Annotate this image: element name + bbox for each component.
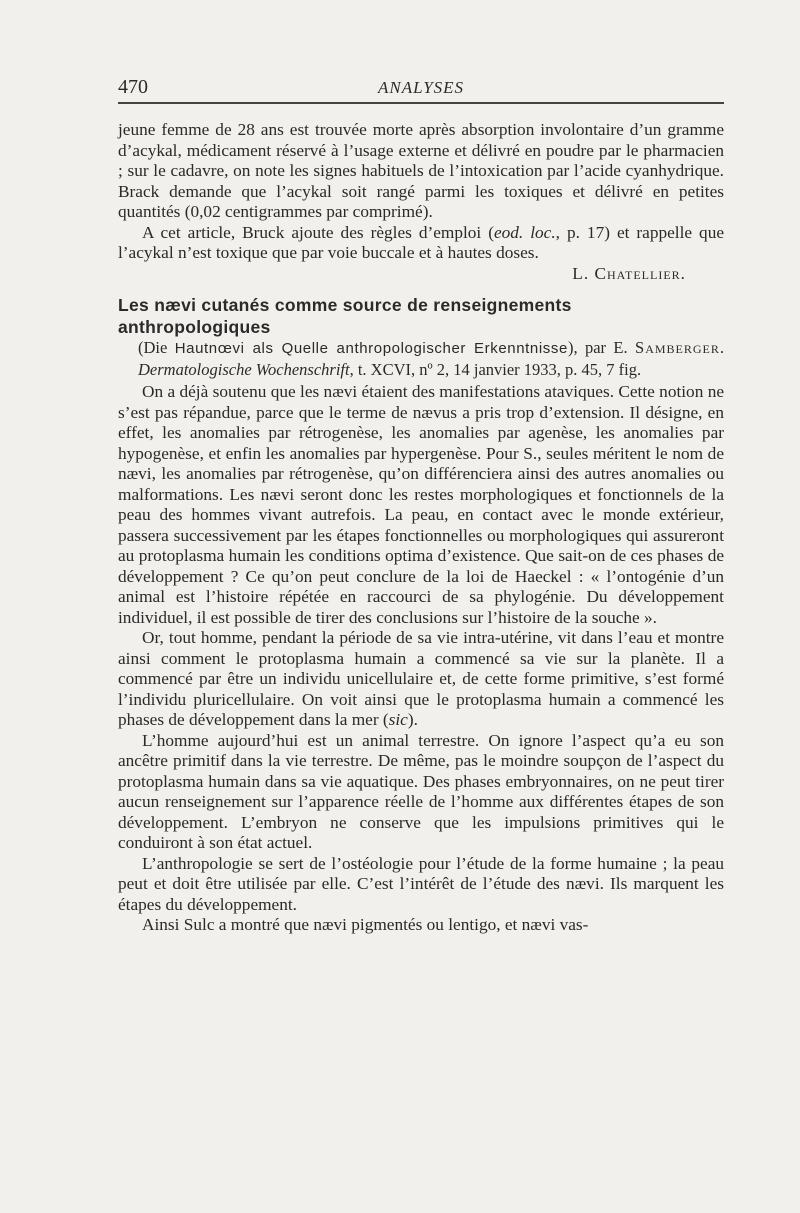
page-content <box>118 120 724 936</box>
ref-author-pre: ), par E. <box>567 338 636 357</box>
article-paragraph-3: L’homme aujourd’hui est un animal terrestre. On ignore l’aspect qu’a eu son ancêtre primitif dans la vie terrestre. De même, pas le moindre soupçon de l’aspect du protoplasma humain dans sa vie aquatique. Des phases embryonnaires, on ne peut tirer aucun renseignement sur l’apparence réelle de l’homme aux différentes étapes de son développement. L’embryon ne conserve que les impulsions primitives qui le conduiront à son état actuel. <box>118 730 724 852</box>
german-title: Hautnœvi als Quelle anthropologischer Erkenntnisse <box>174 340 568 357</box>
page-number: 470 <box>118 76 148 98</box>
article-paragraph-1: On a déjà soutenu que les nævi étaient des manifestations ataviques. Cette notion ne s’est pas répandue, parce que le terme de nævus a pris trop d’extension. Il désigne, en effet, les anomalies par rétrogenèse, les anomalies par agenèse, les anomalies par hypogenèse, et enfin les anomalies par hypergenèse. Pour S., seules méritent le nom de nævi, les anomalies par rétrogenèse, qu’on différenciera ainsi des autres anomalies ou malformations. Les nævi seront donc les restes morphologiques et fonctionnels de la peau des hommes vivant autrefois. La peau, en contact avec le monde extérieur, passera successivement par les étapes fonctionnelles ou morphologiques qui assureront au protoplasma humain les conditions optima d’existence. Que sait-on de ces phases de développement ? Ce qu’on peut conclure de la loi de Haeckel : « l’ontogénie d’un animal est l’histoire répétée en raccourci de sa phylogénie. Du développement individuel, il est possible de tirer des conclusions sur l’histoire de la souche ». <box>118 382 724 627</box>
prev-article-paragraph-2 <box>118 223 724 264</box>
citation-italic: eod. loc. <box>493 222 556 242</box>
ref-author: Samberger <box>635 338 720 357</box>
header-rule <box>118 102 724 104</box>
ref-sep: . <box>719 338 724 357</box>
text-segment: ). <box>407 710 418 729</box>
journal-name: Dermatologische Wochenschrift <box>138 359 350 379</box>
article-paragraph-4: L’anthropologie se sert de l’ostéologie pour l’étude de la forme humaine ; la peau peut et doit être utilisée par elle. C’est l’intérêt de l’étude des nævi. Ils marquent les étapes du développement. <box>118 853 724 914</box>
ref-details: , t. XCVI, nº 2, 14 janvier 1933, p. 45, 7 fig. <box>349 359 642 379</box>
text-segment: , p. 17) et rappelle que l’acykal n’est toxique que par voie buccale et à hautes doses. <box>118 222 725 262</box>
article-paragraph-2 <box>118 628 724 731</box>
prev-article-signature: L. Chatellier. <box>572 263 686 283</box>
article-reference <box>118 338 724 380</box>
running-title: ANALYSES <box>377 78 465 97</box>
page-header <box>118 72 724 102</box>
sic-italic: sic <box>388 710 408 729</box>
text-segment: Or, tout homme, pendant la période de sa vie intra-utérine, vit dans l’eau et montre ainsi comment le protoplasma humain a commencé sa vie sur la planète. Il a commencé par être un individu unicellulaire et, de cette forme primitive, s’est formé l’individu pluricellulaire. On voit ainsi que le protoplasma humain a commencé les phases de développement dans la mer ( <box>118 628 724 729</box>
text-segment: A cet article, Bruck ajoute des règles d’emploi ( <box>142 222 494 242</box>
prev-article-paragraph-1: jeune femme de 28 ans est trouvée morte après absorption involontaire d’un gramme d’acykal, médicament réservé à l’usage externe et délivré en poudre par le pharmacien ; sur le cadavre, on note les signes habituels de l’intoxication par l’acide cyanhydrique. Brack demande que l’acykal soit rangé parmi les toxiques et délivré en petites quantités (0,02 centigrammes par comprimé). <box>118 120 724 221</box>
article-title: Les nævi cutanés comme source de renseignements anthropologiques <box>118 295 572 337</box>
ref-open: (Die <box>138 338 175 357</box>
article-paragraph-5: Ainsi Sulc a montré que nævi pigmentés ou lentigo, et nævi vas- <box>142 915 589 934</box>
